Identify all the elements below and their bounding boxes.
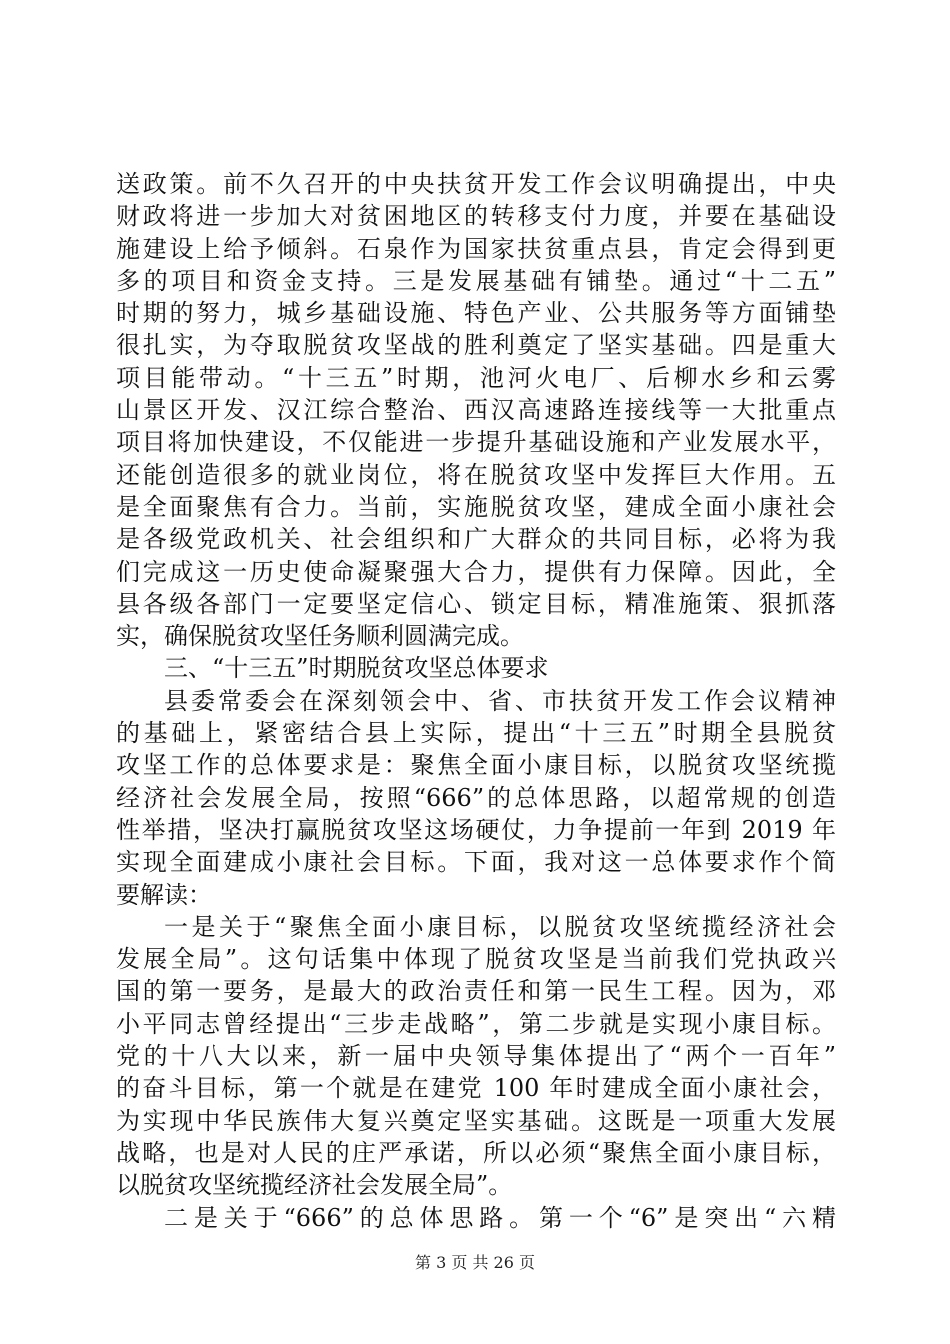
text-line: 以脱贫攻坚统揽经济社会发展全局”。: [116, 1171, 513, 1200]
text-line: 国的第一要务，是最大的政治责任和第一民生工程。因为，邓: [116, 977, 836, 1006]
text-line: 还能创造很多的就业岗位，将在脱贫攻坚中发挥巨大作用。五: [116, 460, 836, 489]
text-line: 时期的努力，城乡基础设施、特色产业、公共服务等方面铺垫: [116, 299, 836, 328]
text-line: 很扎实，为夺取脱贫攻坚战的胜利奠定了坚实基础。四是重大: [116, 331, 836, 360]
text-line: 多的项目和资金支持。三是发展基础有铺垫。通过“十二五”: [116, 266, 836, 295]
text-line: 一是关于“聚焦全面小康目标，以脱贫攻坚统揽经济社会: [164, 912, 836, 941]
text-line: 山景区开发、汉江综合整治、西汉高速路连接线等一大批重点: [116, 396, 836, 425]
text-line: 性举措，坚决打赢脱贫攻坚这场硬仗，力争提前一年到 2019 年: [116, 815, 836, 844]
text-line: 县各级各部门一定要坚定信心、锁定目标，精准施策、狠抓落: [116, 589, 836, 618]
text-line: 实，确保脱贫攻坚任务顺利圆满完成。: [116, 622, 524, 651]
text-line: 是全面聚焦有合力。当前，实施脱贫攻坚，建成全面小康社会: [116, 492, 836, 521]
text-line: 项目将加快建设，不仅能进一步提升基础设施和产业发展水平，: [116, 428, 836, 457]
text-line: 项目能带动。“十三五”时期，池河火电厂、后柳水乡和云雾: [116, 363, 836, 392]
text-line: 为实现中华民族伟大复兴奠定坚实基础。这既是一项重大发展: [116, 1106, 836, 1135]
text-line: 党的十八大以来，新一届中央领导集体提出了“两个一百年”: [116, 1042, 836, 1071]
text-line: 小平同志曾经提出“三步走战略”，第二步就是实现小康目标。: [116, 1009, 836, 1038]
text-line: 战略，也是对人民的庄严承诺，所以必须“聚焦全面小康目标，: [116, 1138, 836, 1167]
text-line: 经济社会发展全局，按照“666”的总体思路，以超常规的创造: [116, 783, 836, 812]
text-line: 的奋斗目标，第一个就是在建党 100 年时建成全面小康社会，: [116, 1074, 836, 1103]
page-footer: 第 3 页 共 26 页: [415, 1253, 535, 1272]
text-line: 实现全面建成小康社会目标。下面，我对这一总体要求作个简: [116, 848, 836, 877]
text-line: 攻坚工作的总体要求是：聚焦全面小康目标，以脱贫攻坚统揽: [116, 751, 836, 780]
text-line: 施建设上给予倾斜。石泉作为国家扶贫重点县，肯定会得到更: [116, 234, 836, 263]
text-line: 财政将进一步加大对贫困地区的转移支付力度，并要在基础设: [116, 202, 836, 231]
text-line: 们完成这一历史使命凝聚强大合力，提供有力保障。因此，全: [116, 557, 836, 586]
text-line: 要解读：: [116, 880, 212, 909]
text-line: 发展全局”。这句话集中体现了脱贫攻坚是当前我们党执政兴: [116, 945, 836, 974]
text-line: 送政策。前不久召开的中央扶贫开发工作会议明确提出，中央: [116, 170, 836, 198]
text-line: 是各级党政机关、社会组织和广大群众的共同目标，必将为我: [116, 525, 836, 554]
section-heading: 三、“十三五”时期脱贫攻坚总体要求: [164, 654, 549, 683]
text-line: 的基础上，紧密结合县上实际，提出“十三五”时期全县脱贫: [116, 719, 836, 748]
text-line: 二是关于“666”的总体思路。第一个“6”是突出“六精: [164, 1203, 836, 1232]
text-line: 县委常委会在深刻领会中、省、市扶贫开发工作会议精神: [164, 686, 836, 715]
body-text: [116, 168, 836, 1234]
